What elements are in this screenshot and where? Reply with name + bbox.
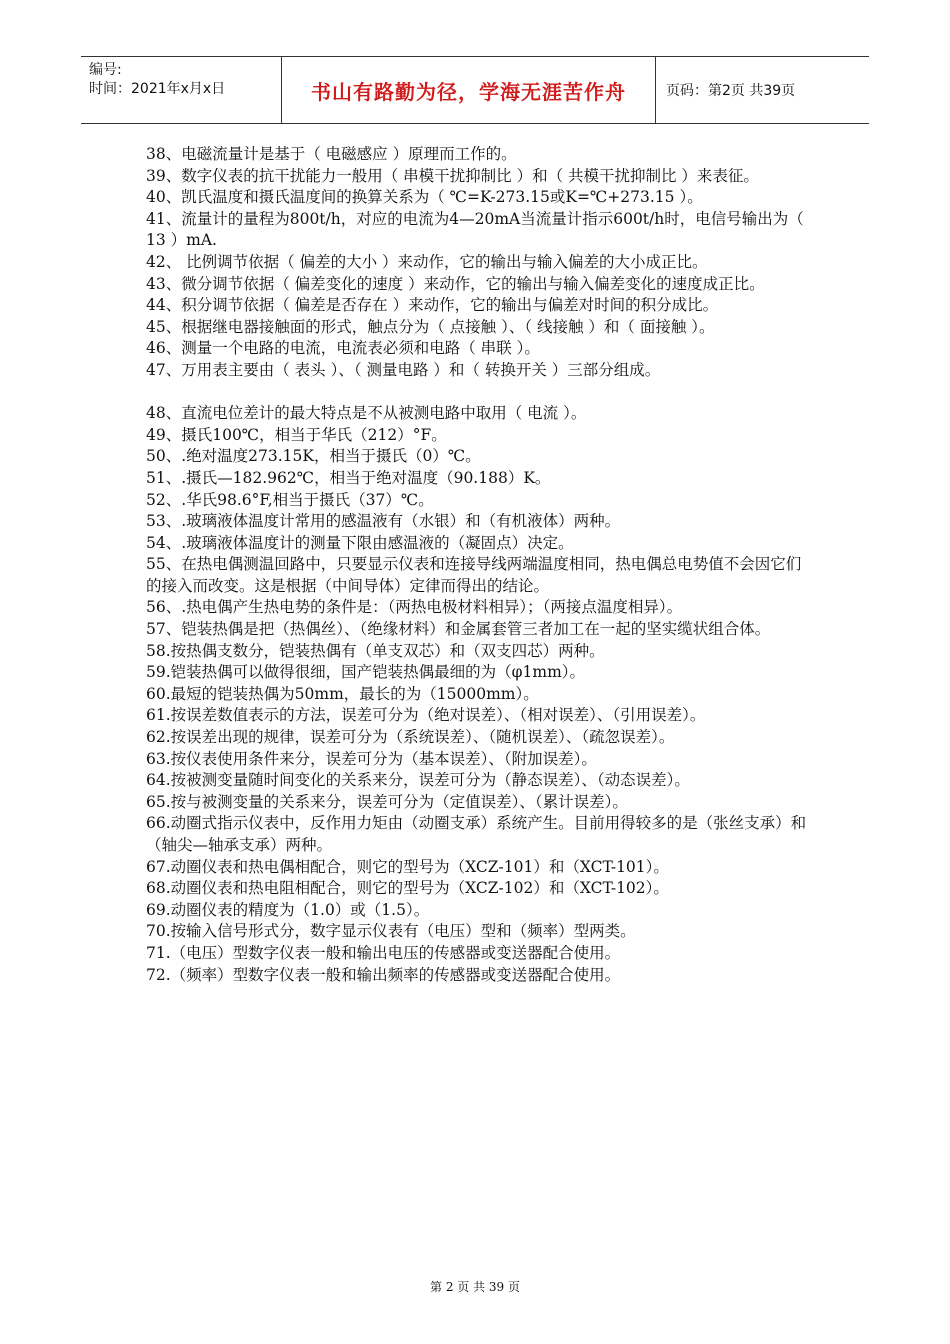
question-item: 44、积分调节依据（ 偏差是否存在 ）来动作，它的输出与偏差对时间的积分成比。 [146, 296, 719, 315]
question-item: 71.（电压）型数字仪表一般和输出电压的传感器或变送器配合使用。 [146, 943, 621, 962]
question-item: 43、微分调节依据（ 偏差变化的速度 ）来动作，它的输出与输入偏差变化的速度成正比。 [146, 274, 765, 293]
question-item: 53、.玻璃液体温度计常用的感温液有（水银）和（有机液体）两种。 [146, 512, 621, 531]
question-item: 48、直流电位差计的最大特点是不从被测电路中取用（ 电流 ）。 [146, 404, 587, 423]
page-footer: 第 2 页 共 39 页 [430, 1280, 520, 1294]
header-page-info: 页码：第2页 共39页 [666, 83, 796, 99]
blank-line [146, 382, 816, 404]
question-item: 67.动圈仪表和热电偶相配合，则它的型号为（XCZ-101）和（XCT-101）。 [146, 857, 669, 876]
question-item: 51、.摄氏—182.962℃，相当于绝对温度（90.188）K。 [146, 468, 551, 487]
page-header [81, 56, 869, 124]
question-item: 55、在热电偶测温回路中，只要显示仪表和连接导线两端温度相同，热电偶总电势值不会因它们的接入而改变。这是根据（中间导体）定律而得出的结论。 [146, 555, 802, 595]
question-item: 57、铠装热偶是把（热偶丝）、（绝缘材料）和金属套管三者加工在一起的坚实缆状组合体。 [146, 620, 771, 639]
question-item: 39、数字仪表的抗干扰能力一般用（ 串模干扰抑制比 ）和（ 共模干扰抑制比 ）来表征。 [146, 166, 759, 185]
header-meta [81, 57, 281, 123]
question-item: 52、.华氏98.6°F,相当于摄氏（37）℃。 [146, 490, 434, 509]
document-number-label: 编号: [89, 62, 122, 78]
question-item: 66.动圈式指示仪表中，反作用力矩由（动圈支承）系统产生。目前用得较多的是（张丝支承）和（轴尖—轴承支承）两种。 [146, 814, 807, 854]
question-item: 59.铠装热偶可以做得很细，国产铠装热偶最细的为（φ1mm）。 [146, 663, 586, 682]
question-item: 47、万用表主要由（ 表头 ）、（ 测量电路 ）和（ 转换开关 ）三部分组成。 [146, 360, 661, 379]
question-item: 38、电磁流量计是基于（ 电磁感应 ）原理而工作的。 [146, 145, 517, 163]
question-list [146, 144, 816, 986]
question-item: 61.按误差数值表示的方法，误差可分为（绝对误差）、（相对误差）、（引用误差）。 [146, 706, 706, 725]
question-item: 50、.绝对温度273.15K，相当于摄氏（0）℃。 [146, 447, 481, 466]
question-item: 63.按仪表使用条件来分，误差可分为（基本误差）、（附加误差）。 [146, 749, 597, 768]
question-item: 68.动圈仪表和热电阻相配合，则它的型号为（XCZ-102）和（XCT-102）。 [146, 879, 669, 898]
question-item: 58.按热偶支数分，铠装热偶有（单支双芯）和（双支四芯）两种。 [146, 641, 605, 660]
question-item: 54、.玻璃液体温度计的测量下限由感温液的（凝固点）决定。 [146, 533, 574, 552]
document-time-label: 时间：2021年x月x日 [89, 81, 226, 97]
question-item: 42、 比例调节依据（ 偏差的大小 ）来动作，它的输出与输入偏差的大小成正比。 [146, 252, 708, 271]
question-item: 65.按与被测变量的关系来分，误差可分为（定值误差）、（累计误差）。 [146, 792, 628, 811]
question-item: 69.动圈仪表的精度为（1.0）或（1.5）。 [146, 900, 430, 919]
question-item: 46、测量一个电路的电流，电流表必须和电路（ 串联 ）。 [146, 339, 540, 358]
question-item: 41、流量计的量程为800t/h，对应的电流为4—20mA当流量计指示600t/h时，电信号输出为（ 13 ）mA. [146, 209, 804, 250]
question-item: 72.（频率）型数字仪表一般和输出频率的传感器或变送器配合使用。 [146, 965, 621, 984]
header-motto: 书山有路勤为径，学海无涯苦作舟 [281, 57, 656, 123]
question-item: 62.按误差出现的规律，误差可分为（系统误差）、（随机误差）、（疏忽误差）。 [146, 728, 675, 747]
question-item: 56、.热电偶产生热电势的条件是：（两热电极材料相异）；（两接点温度相异）。 [146, 598, 683, 617]
question-item: 64.按被测变量随时间变化的关系来分，误差可分为（静态误差）、（动态误差）。 [146, 771, 690, 790]
question-item: 70.按输入信号形式分，数字显示仪表有（电压）型和（频率）型两类。 [146, 922, 636, 941]
question-item: 40、凯氏温度和摄氏温度间的换算关系为（ ℃=K-273.15或K=℃+273.15 ）。 [146, 188, 703, 207]
question-item: 45、根据继电器接触面的形式，触点分为（ 点接触 ）、（ 线接触 ）和（ 面接触 ）。 [146, 317, 715, 336]
question-item: 49、摄氏100℃，相当于华氏（212）°F。 [146, 425, 447, 444]
question-item: 60.最短的铠装热偶为50mm，最长的为（15000mm）。 [146, 684, 539, 703]
